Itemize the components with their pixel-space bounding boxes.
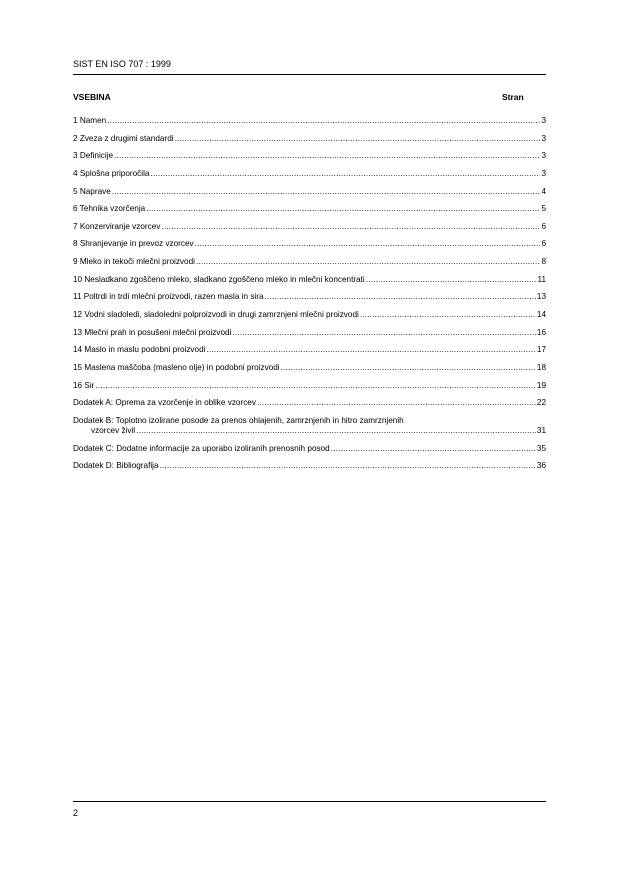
toc-entry-title: Dodatek A: Oprema za vzorčenje in oblike vzorcev [73, 398, 256, 408]
dot-leader [107, 116, 540, 126]
toc-entry-title: 2 Zveza z drugimi standardi [73, 133, 174, 143]
dot-leader [112, 187, 541, 197]
toc-entry-page: 8 [541, 257, 546, 267]
toc-entry[interactable] [73, 292, 546, 302]
toc-entry[interactable] [73, 239, 546, 249]
toc-entry-page: 3 [541, 133, 546, 143]
toc-entry-page: 16 [536, 327, 546, 337]
toc-entry[interactable] [73, 134, 546, 144]
toc-entry[interactable] [73, 222, 546, 232]
dot-leader [136, 426, 536, 436]
toc-entry-title: 1 Namen [73, 116, 107, 125]
toc-entry-title-continued: vzorcev živil [91, 425, 136, 435]
dot-leader [196, 257, 540, 267]
toc-entry[interactable] [73, 204, 546, 214]
toc-entry[interactable] [73, 169, 546, 179]
dot-leader [206, 345, 535, 355]
toc-heading: VSEBINA [73, 92, 111, 102]
toc-entry-page: 13 [536, 292, 546, 302]
dot-leader [160, 461, 536, 471]
header-rule [73, 74, 546, 75]
dot-leader [161, 222, 540, 232]
toc-entry-title: 16 Sir [73, 380, 95, 390]
toc-entry-page: 22 [536, 398, 546, 408]
dot-leader [281, 363, 536, 373]
toc-entry-title: 13 Mlečni prah in posušeni mlečni proizvodi [73, 327, 232, 337]
toc-entry-title: 3 Definicije [73, 151, 114, 161]
toc-entry-page: 3 [541, 151, 546, 161]
dot-leader [150, 169, 540, 179]
toc-entry[interactable] [73, 345, 546, 355]
table-of-contents [73, 116, 546, 479]
dot-leader [232, 328, 536, 338]
toc-entry-title: 5 Naprave [73, 186, 111, 196]
toc-entry[interactable] [73, 187, 546, 197]
toc-entry[interactable] [73, 416, 546, 436]
dot-leader [95, 381, 536, 391]
toc-entry-title: Dodatek D: Bibliografija [73, 461, 159, 471]
toc-entry-page: 11 [537, 274, 546, 284]
dot-leader [366, 275, 537, 285]
toc-entry[interactable] [73, 151, 546, 161]
toc-entry-page: 19 [536, 380, 546, 390]
toc-entry-page: 36 [536, 461, 546, 471]
toc-entry-title: Dodatek B: Toplotno izolirane posode za prenos ohlajenih, zamrznjenih in hitro zamrznjenih [73, 415, 404, 425]
toc-entry-title: 4 Splošna priporočila [73, 168, 150, 178]
toc-entry[interactable] [73, 257, 546, 267]
toc-entry-title: 10 Nesladkano zgoščeno mleko, sladkano zgoščeno mleko in mlečni koncentrati [73, 274, 365, 284]
toc-entry-page: 4 [541, 186, 546, 196]
toc-entry-page: 3 [541, 168, 546, 178]
dot-leader [265, 292, 536, 302]
toc-entry-page: 17 [536, 345, 546, 355]
page-number: 2 [73, 808, 79, 818]
footer-rule [73, 801, 546, 802]
dot-leader [360, 310, 536, 320]
dot-leader [257, 398, 536, 408]
toc-entry-page: 14 [536, 310, 546, 320]
toc-entry[interactable] [73, 275, 546, 285]
toc-entry-title: 9 Mleko in tekoči mlečni proizvodi [73, 257, 195, 267]
toc-entry[interactable] [73, 310, 546, 320]
toc-entry-page: 31 [536, 425, 546, 435]
document-code: SIST EN ISO 707 : 1999 [73, 59, 171, 69]
toc-entry-title: 6 Tehnika vzorčenja [73, 204, 146, 214]
dot-leader [331, 444, 536, 454]
toc-entry-page: 18 [536, 362, 546, 372]
toc-entry-title: 14 Maslo in maslu podobni proizvodi [73, 345, 206, 355]
toc-entry-page: 6 [541, 221, 546, 231]
toc-entry-title: 11 Poltrdi in trdi mlečni proizvodi, razen masla in sira [73, 292, 264, 302]
dot-leader [195, 239, 541, 249]
toc-entry[interactable] [73, 444, 546, 454]
toc-entry[interactable] [73, 461, 546, 471]
toc-entry-page: 3 [541, 116, 546, 125]
toc-entry-title: 15 Maslena maščoba (masleno olje) in podobni proizvodi [73, 362, 280, 372]
page-column-heading: Stran [502, 92, 524, 102]
toc-entry-page: 6 [541, 239, 546, 249]
dot-leader [146, 204, 540, 214]
toc-entry-page: 5 [541, 204, 546, 214]
toc-entry[interactable] [73, 398, 546, 408]
dot-leader [114, 151, 540, 161]
toc-entry[interactable] [73, 328, 546, 338]
toc-entry[interactable] [73, 116, 546, 126]
dot-leader [175, 134, 541, 144]
toc-entry-title: 8 Shranjevanje in prevoz vzorcev [73, 239, 194, 249]
toc-entry-title: 7 Konzerviranje vzorcev [73, 221, 161, 231]
toc-entry[interactable] [73, 363, 546, 373]
toc-entry-title: Dodatek C: Dodatne informacije za uporabo izoliranih prenosnih posod [73, 443, 330, 453]
toc-entry-page: 35 [536, 443, 546, 453]
toc-entry-title: 12 Vodni sladoledi, sladoledni polproizvodi in drugi zamrznjeni mlečni proizvodi [73, 310, 359, 320]
toc-entry[interactable] [73, 381, 546, 391]
